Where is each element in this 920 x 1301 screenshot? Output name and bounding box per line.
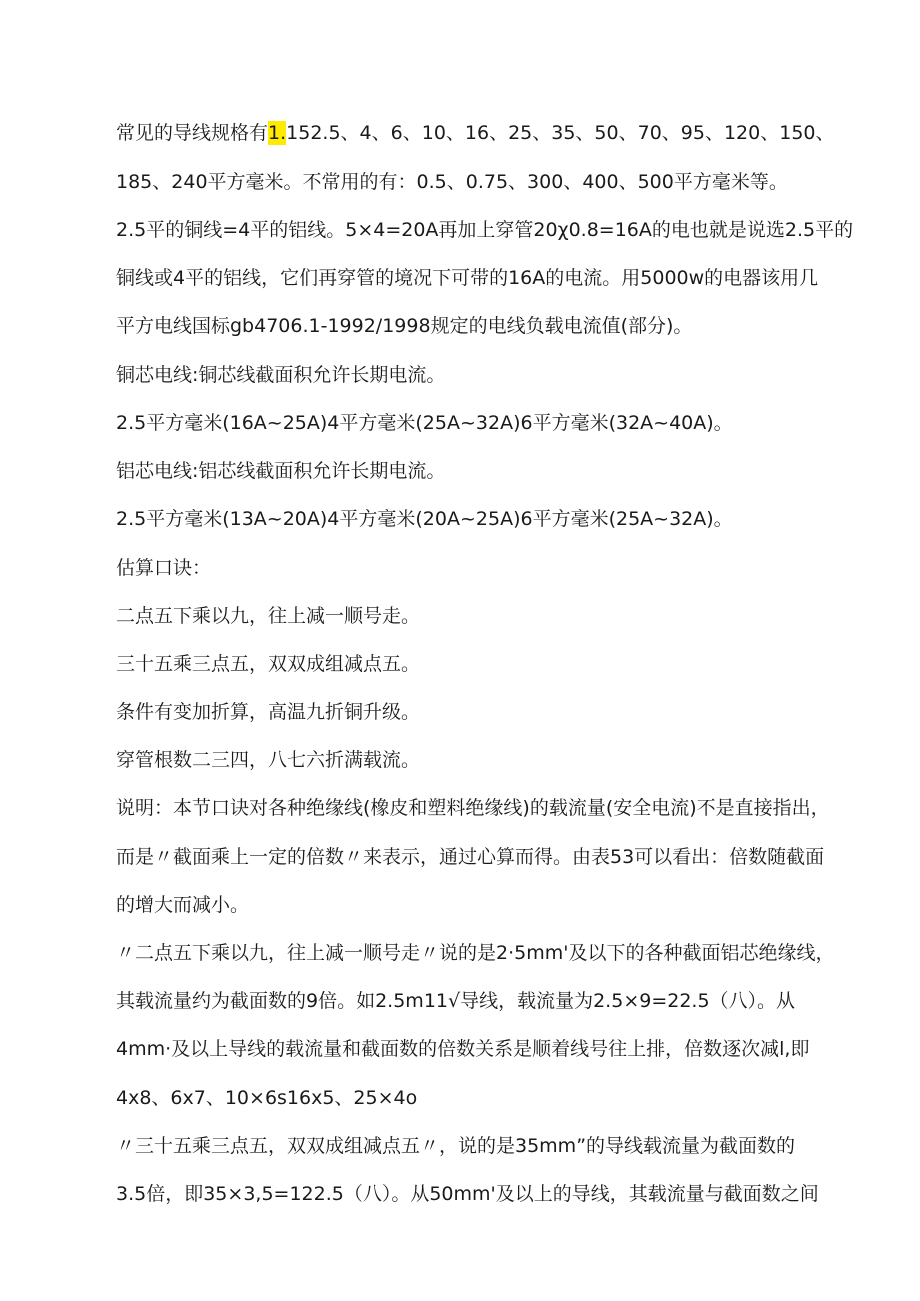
line-1-pre: 常见的导线规格有 xyxy=(116,122,269,144)
paragraph-line-20: 4mm·及以上导线的载流量和截面数的倍数关系是顺着线号往上排，倍数逐次减l,即 xyxy=(116,1038,810,1060)
highlighted-text: 1. xyxy=(268,121,286,145)
paragraph-line-6: 铜芯电线:铜芯线截面积允许长期电流。 xyxy=(116,364,446,386)
paragraph-line-2: 185、240平方毫米。不常用的有：0.5、0.75、300、400、500平方毫米等。 xyxy=(116,171,788,193)
paragraph-line-3: 2.5平的铜线=4平的铝线。5×4=20A再加上穿管20χ0.8=16A的电也就是说选2.5平的 xyxy=(116,219,854,241)
paragraph-line-14: 穿管根数二三四，八七六折满载流。 xyxy=(116,749,421,771)
paragraph-line-5: 平方电线国标gb4706.1-1992/1998规定的电线负载电流值(部分)。 xyxy=(116,315,693,337)
paragraph-line-8: 铝芯电线:铝芯线截面积允许长期电流。 xyxy=(116,460,446,482)
paragraph-line-4: 铜线或4平的铝线，它们再穿管的境况下可带的16A的电流。用5000w的电器该用几 xyxy=(116,267,819,289)
paragraph-line-17: 的增大而减小。 xyxy=(116,894,250,916)
paragraph-line-13: 条件有变加折算，高温九折铜升级。 xyxy=(116,701,421,723)
paragraph-line-11: 二点五下乘以九，往上减一顺号走。 xyxy=(116,605,421,627)
paragraph-line-22: 〃三十五乘三点五，双双成组减点五〃，说的是35mm”的导线载流量为截面数的 xyxy=(116,1135,796,1157)
paragraph-line-12: 三十五乘三点五，双双成组减点五。 xyxy=(116,653,421,675)
line-1-post: 152.5、4、6、10、16、25、35、50、70、95、120、150、 xyxy=(286,122,835,144)
paragraph-line-9: 2.5平方毫米(13A~20A)4平方毫米(20A~25A)6平方毫米(25A~32A)。 xyxy=(116,508,733,530)
paragraph-line-16: 而是〃截面乘上一定的倍数〃来表示，通过心算而得。由表53可以看出：倍数随截面 xyxy=(116,846,825,868)
paragraph-line-7: 2.5平方毫米(16A~25A)4平方毫米(25A~32A)6平方毫米(32A~40A)。 xyxy=(116,412,733,434)
paragraph-line-23: 3.5倍，即35×3,5=122.5（八）。从50mm'及以上的导线，其载流量与截面数之间 xyxy=(116,1183,819,1205)
paragraph-line-10: 估算口诀： xyxy=(116,557,212,579)
paragraph-line-15: 说明：本节口诀对各种绝缘线(橡皮和塑料绝缘线)的载流量(安全电流)不是直接指出， xyxy=(116,797,830,819)
paragraph-line-19: 其载流量约为截面数的9倍。如2.5m11√导线，载流量为2.5×9=22.5（八）。从 xyxy=(116,990,796,1012)
paragraph-line-1 xyxy=(116,121,876,145)
paragraph-line-21: 4x8、6x7、10×6s16x5、25×4o xyxy=(116,1087,418,1109)
paragraph-line-18: 〃二点五下乘以九，往上减一顺号走〃说的是2·5mm'及以下的各种截面铝芯绝缘线， xyxy=(116,942,835,964)
